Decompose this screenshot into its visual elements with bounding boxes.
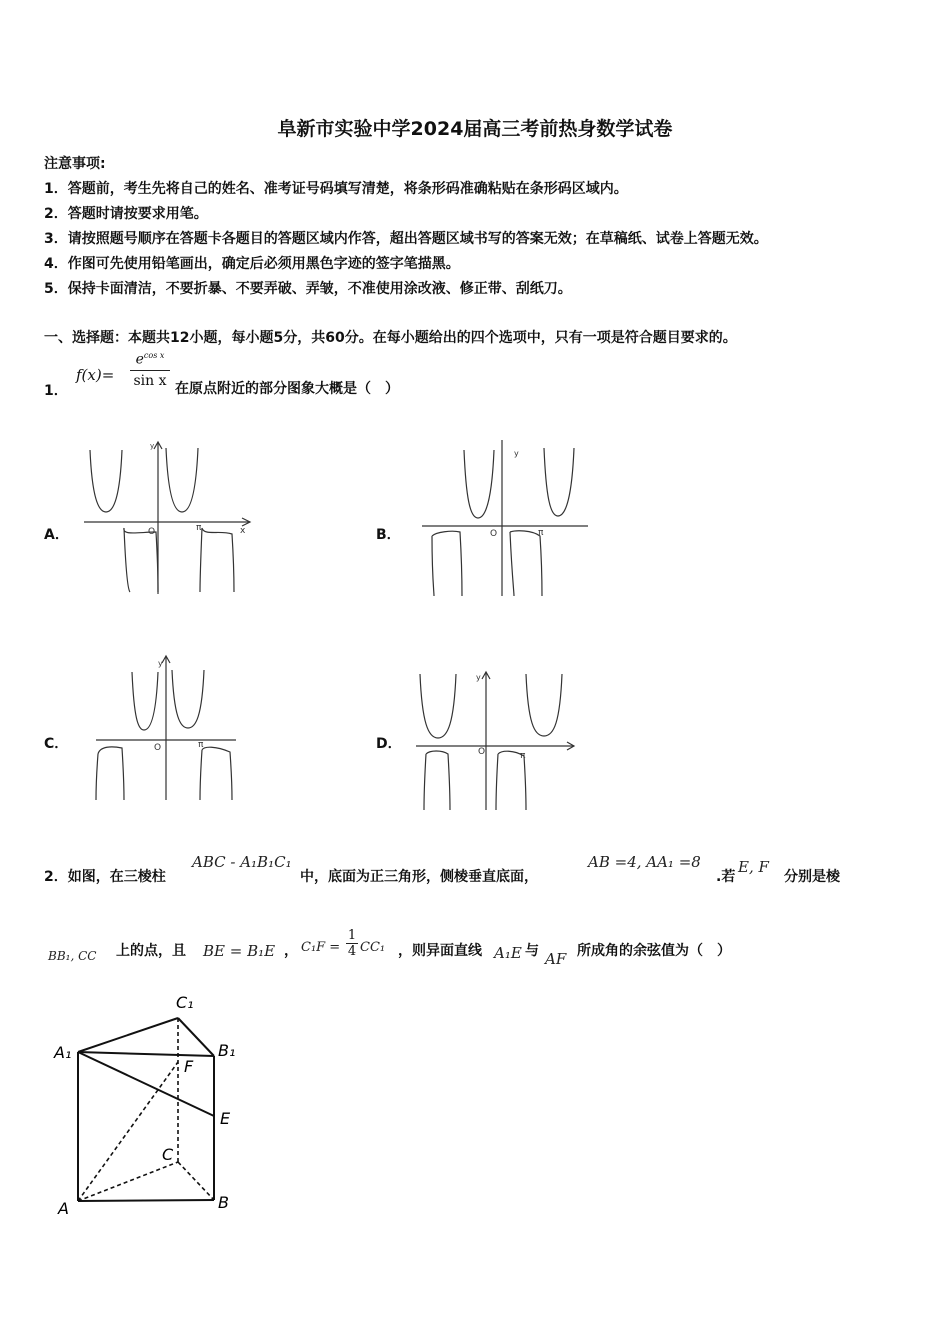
- q1-numerator: e: [135, 351, 144, 368]
- graph-d-pi-label: π: [520, 751, 526, 761]
- graph-option-b: [420, 436, 595, 598]
- q2-condition2: BE = B₁E: [203, 942, 276, 960]
- notice-item-3: 3．请按照题号顺序在答题卡各题目的答题区域内作答，超出答题区域书写的答案无效；在草稿纸、试卷上答题无效。: [44, 231, 768, 247]
- label-b1: B₁: [218, 1041, 236, 1060]
- graph-c-pi-label: π: [198, 740, 204, 750]
- graph-a-pi-label: π: [196, 523, 202, 533]
- graph-c-y-label: y: [158, 659, 163, 668]
- label-f: F: [184, 1057, 194, 1076]
- q2-text3: 分别是棱: [784, 869, 840, 885]
- section-heading: 一、选择题：本题共12小题，每小题5分，共60分。在每小题给出的四个选项中，只有一项是符合题目要求的。: [44, 330, 737, 346]
- option-b-label: B．: [376, 527, 401, 543]
- q1-fraction: [130, 351, 170, 389]
- page-title: 阜新市实验中学2024届高三考前热身数学试卷: [277, 118, 673, 140]
- graph-option-a: [82, 436, 257, 598]
- q2-text2: .若: [716, 869, 736, 885]
- notice-heading: 注意事项:: [44, 156, 106, 172]
- label-e: E: [220, 1109, 231, 1128]
- label-c: C: [162, 1145, 174, 1164]
- prism-figure: [50, 988, 250, 1220]
- q1-text: 在原点附近的部分图象大概是（ ）: [175, 381, 399, 397]
- option-d-label: D．: [376, 736, 402, 752]
- notice-item-5: 5．保持卡面清洁，不要折暴、不要弄破、弄皱，不准使用涂改液、修正带、刮纸刀。: [44, 281, 572, 297]
- q2-ef: E, F: [738, 858, 769, 876]
- option-a-label: A．: [44, 527, 69, 543]
- graph-d-y-label: y: [476, 673, 481, 682]
- graph-d-origin-label: O: [478, 747, 486, 757]
- q2-text5: ，: [284, 943, 298, 959]
- q2-frac-den: 4: [347, 944, 357, 959]
- q2-text4: 上的点，且: [116, 943, 186, 959]
- graph-option-d: [414, 668, 579, 814]
- label-c1: C₁: [176, 993, 194, 1012]
- graph-b-pi-label: π: [538, 528, 544, 538]
- label-a1: A₁: [54, 1043, 72, 1062]
- graph-option-c: [90, 650, 240, 804]
- q2-cc1: CC₁: [360, 940, 386, 955]
- q2-edges: BB₁, CC: [48, 949, 97, 963]
- q1-function-lhs: f(x)=: [76, 366, 115, 384]
- graph-b-origin-label: O: [490, 529, 498, 539]
- q2-af: AF: [545, 950, 567, 968]
- q2-text6: ，则异面直线: [398, 943, 482, 959]
- graph-a-origin-label: O: [148, 527, 156, 537]
- q1-denominator: sin x: [133, 372, 167, 389]
- q2-condition: AB =4, AA₁ =8: [588, 853, 701, 871]
- q2-frac-num: 1: [347, 928, 357, 943]
- notice-item-1: 1．答题前，考生先将自己的姓名、准考证号码填写清楚，将条形码准确粘贴在条形码区域内。: [44, 181, 628, 197]
- graph-c-origin-label: O: [154, 743, 162, 753]
- q1-exponent: cos x: [143, 351, 165, 360]
- q2-c1f: C₁F =: [301, 940, 341, 955]
- q2-text7: 与: [525, 943, 539, 959]
- label-b: B: [218, 1193, 229, 1212]
- q2-number-text: 2．如图，在三棱柱: [44, 869, 166, 885]
- label-a: A: [58, 1199, 69, 1218]
- q2-prism: ABC - A₁B₁C₁: [192, 853, 292, 871]
- notice-item-4: 4．作图可先使用铅笔画出，确定后必须用黑色字迹的签字笔描黑。: [44, 256, 460, 272]
- q2-fraction: [346, 928, 358, 959]
- q1-number: 1．: [44, 383, 68, 399]
- notice-item-2: 2．答题时请按要求用笔。: [44, 206, 208, 222]
- graph-a-y-label: y: [150, 442, 155, 450]
- q2-text1: 中，底面为正三角形，侧棱垂直底面，: [300, 869, 538, 885]
- q2-text8: 所成角的余弦值为（ ）: [577, 943, 731, 959]
- graph-a-x-label: x: [240, 526, 246, 536]
- option-c-label: C．: [44, 736, 69, 752]
- graph-b-y-label: y: [514, 449, 519, 458]
- q2-a1e: A₁E: [494, 944, 522, 962]
